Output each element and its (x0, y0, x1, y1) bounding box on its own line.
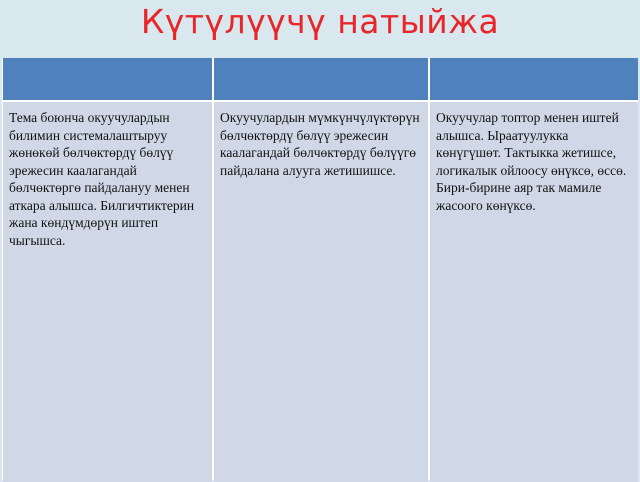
table-cell-teamwork-outcome: Окуучулар топтор менен иштей алышса. Ыраатуулукка көнүгүшөт. Тактыкка жетишсе, логикалык ойлоосу өнүксө, өссө. Бири-бирине аяр так мамиле жасоого көнүксө. (430, 102, 638, 482)
table-header-cell-1 (3, 58, 212, 100)
table-header-cell-2 (214, 58, 428, 100)
results-table (2, 58, 638, 480)
table-cell-knowledge-outcome: Тема боюнча окуучулардын билимин системалаштыруу жөнөкөй бөлчөктөрдү бөлүү эрежесин каалагандай бөлчөктөргө пайдалануу менен аткара алышса. Билгичтиктерин жана көндүмдөрүн иштеп чыгышса. (3, 102, 212, 482)
table-cell-ability-outcome: Окуучулардын мүмкүнчүлүктөрүн бөлчөктөрдү бөлүү эрежесин каалагандай бөлчөктөрдү бөлүүгө пайдалана алууга жетишишсе. (214, 102, 428, 482)
slide-title: Күтүлүүчү натыйжа (140, 2, 500, 41)
table-header-cell-3 (430, 58, 638, 100)
